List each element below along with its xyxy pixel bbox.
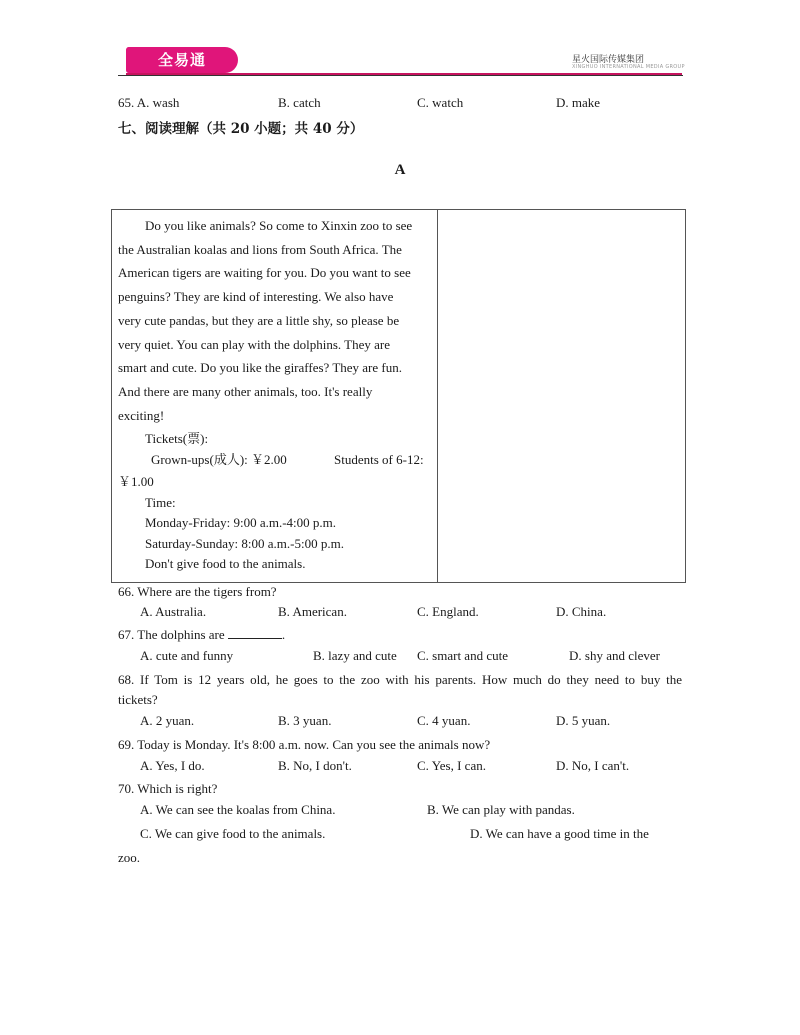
q68-option-d: D. 5 yuan. xyxy=(556,713,611,728)
q66-option-b: B. American. xyxy=(278,604,347,619)
q66-option-d: D. China. xyxy=(556,604,607,619)
q70-option-b: B. We can play with pandas. xyxy=(427,802,575,817)
q66-option-c: C. England. xyxy=(417,604,479,619)
q65-option-b: B. catch xyxy=(278,95,321,110)
passage-line: very cute pandas, but they are a little shy, so please be xyxy=(118,312,400,328)
q67-option-c: C. smart and cute xyxy=(417,648,508,663)
publisher-subtext: XINGHUO INTERNATIONAL MEDIA GROUP xyxy=(572,64,685,70)
part-label: A xyxy=(394,162,406,178)
q68-option-c: C. 4 yuan. xyxy=(417,713,471,728)
grownups-price: Grown-ups(成人): ￥2.00 xyxy=(151,452,287,467)
q67-option-d: D. shy and clever xyxy=(569,648,660,663)
passage-line: And there are many other animals, too. It's really xyxy=(118,383,373,399)
q70-option-d-cont: zoo. xyxy=(118,850,141,865)
q69-option-d: D. No, I can't. xyxy=(556,758,630,773)
q70-option-a: A. We can see the koalas from China. xyxy=(140,802,336,817)
q67-stem xyxy=(118,627,285,643)
passage-box-divider xyxy=(437,209,438,582)
q69-option-a: A. Yes, I do. xyxy=(140,758,205,773)
q67-option-b: B. lazy and cute xyxy=(313,648,397,663)
q68-stem-line1: 68. If Tom is 12 years old, he goes to the zoo with his parents. How much do they need to buy the xyxy=(118,672,682,687)
q67-stem-text: 67. The dolphins are xyxy=(118,627,225,642)
passage-line: smart and cute. Do you like the giraffes? They are fun. xyxy=(118,360,402,376)
q69-option-b: B. No, I don't. xyxy=(278,758,352,773)
q67-option-a: A. cute and funny xyxy=(140,648,234,663)
logo-text: 全易通 xyxy=(157,51,206,69)
passage-line: very quiet. You can play with the dolphins. They are xyxy=(118,336,390,352)
q70-option-d: D. We can have a good time in the xyxy=(470,826,649,841)
q69-option-c: C. Yes, I can. xyxy=(417,758,486,773)
answer-blank xyxy=(228,627,282,639)
time-label: Time: xyxy=(145,495,176,510)
q65-option-d: D. make xyxy=(556,95,601,110)
q65-option-a: 65. A. wash xyxy=(118,95,180,110)
passage-line: the Australian koalas and lions from South Africa. The xyxy=(118,241,402,257)
passage-text xyxy=(118,214,430,427)
passage-line: penguins? They are kind of interesting. We also have xyxy=(118,289,394,305)
students-price: ￥1.00 xyxy=(118,474,154,489)
q65-option-c: C. watch xyxy=(417,95,464,110)
q66-option-a: A. Australia. xyxy=(140,604,207,619)
weekend-hours: Saturday-Sunday: 8:00 a.m.-5:00 p.m. xyxy=(145,536,344,551)
q69-stem: 69. Today is Monday. It's 8:00 a.m. now. Can you see the animals now? xyxy=(118,737,491,752)
students-label: Students of 6-12: xyxy=(334,452,424,467)
passage-line: Do you like animals? So come to Xinxin zoo to see xyxy=(145,218,413,233)
passage-line: American tigers are waiting for you. Do you want to see xyxy=(118,265,411,281)
q66-stem: 66. Where are the tigers from? xyxy=(118,584,277,599)
tickets-label: Tickets(票): xyxy=(145,431,209,446)
q70-stem: 70. Which is right? xyxy=(118,781,218,796)
publisher-name: 星火国际传媒集团 xyxy=(572,55,645,65)
passage-line: exciting! xyxy=(118,407,165,423)
q67-stem-end: . xyxy=(281,627,286,642)
q70-option-c: C. We can give food to the animals. xyxy=(140,826,326,841)
q68-option-a: A. 2 yuan. xyxy=(140,713,195,728)
weekday-hours: Monday-Friday: 9:00 a.m.-4:00 p.m. xyxy=(145,515,337,530)
feeding-notice: Don't give food to the animals. xyxy=(145,556,306,571)
section-title: 七、阅读理解（共 20 小题；共 40 分） xyxy=(118,121,364,137)
header-rule xyxy=(118,75,683,76)
q68-stem-line2: tickets? xyxy=(118,692,158,707)
q68-option-b: B. 3 yuan. xyxy=(278,713,332,728)
brand-logo xyxy=(126,47,238,73)
